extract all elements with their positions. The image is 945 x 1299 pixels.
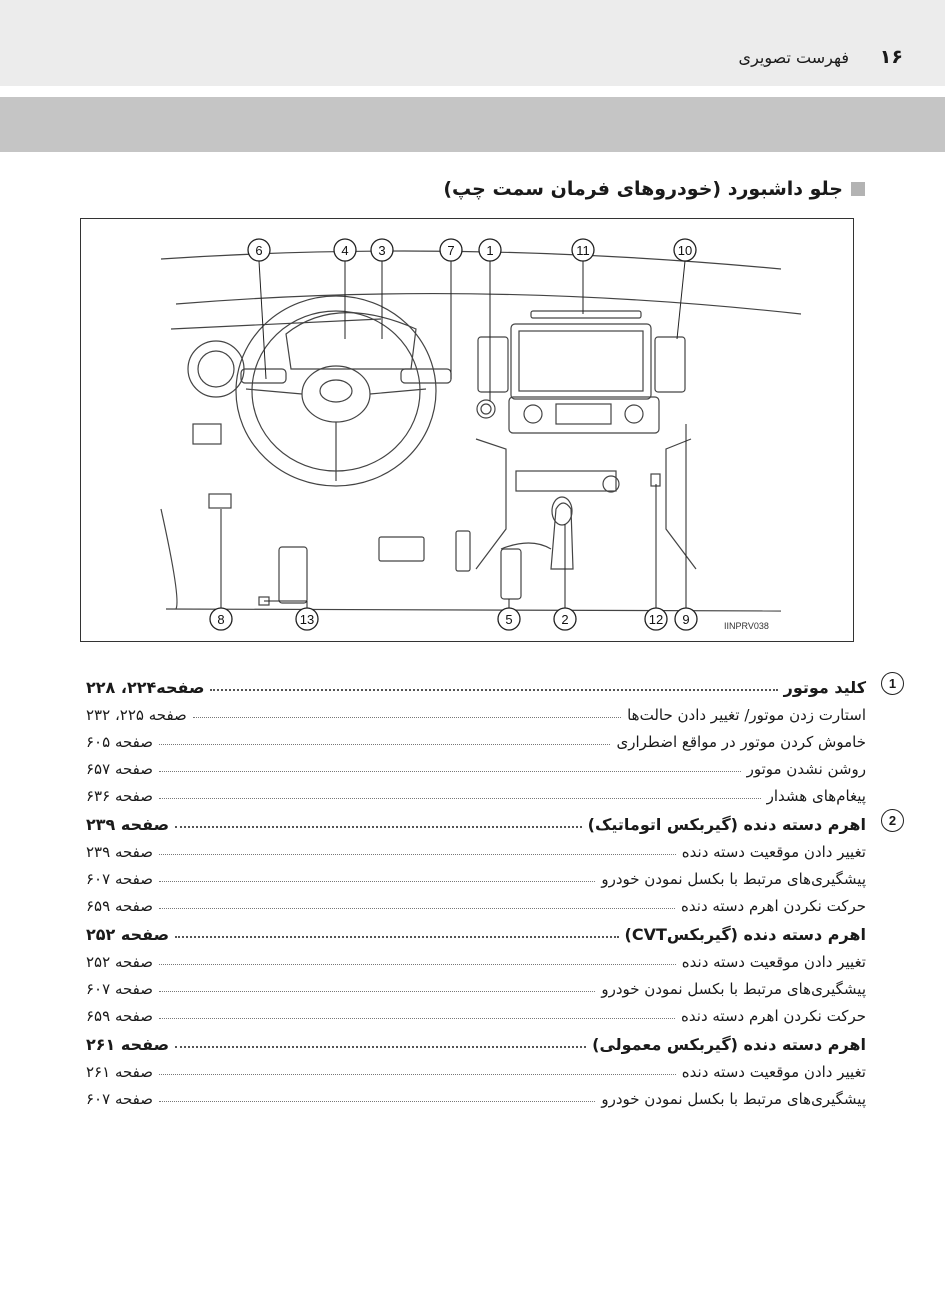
svg-text:11: 11 xyxy=(576,243,590,258)
svg-text:4: 4 xyxy=(341,243,349,258)
toc-subentry xyxy=(86,778,866,805)
toc-subentry xyxy=(86,751,866,778)
page-header xyxy=(0,0,945,86)
dot-leader xyxy=(159,771,741,772)
toc-subentry xyxy=(86,861,866,888)
svg-text:3: 3 xyxy=(378,243,386,258)
dot-leader xyxy=(159,1074,676,1075)
dot-leader xyxy=(175,826,582,828)
section-band xyxy=(0,97,945,152)
dot-leader xyxy=(159,908,675,909)
toc-subentry-page: صفحه ۶۳۶ xyxy=(86,787,153,805)
toc-subentry-page: صفحه ۶۵۷ xyxy=(86,760,153,778)
svg-text:6: 6 xyxy=(255,243,263,258)
section-heading xyxy=(443,178,865,200)
toc-subentry xyxy=(86,1081,866,1108)
toc-subentry-title: تغییر دادن موقعیت دسته دنده xyxy=(681,953,866,971)
toc-subentry xyxy=(86,724,866,751)
toc-subentry-title: پیشگیری‌های مرتبط با بکسل نمودن خودرو xyxy=(601,1090,866,1108)
figure-code: IINPRV038 xyxy=(724,621,769,631)
dashboard-figure xyxy=(80,218,854,642)
toc-subentry-page: صفحه ۲۳۹ xyxy=(86,843,153,861)
dot-leader xyxy=(159,991,595,992)
dot-leader xyxy=(159,1018,675,1019)
item-number-badge: 1 xyxy=(881,672,904,695)
toc-entry-title: اهرم دسته دنده (گیربکس اتوماتیک) xyxy=(587,815,866,834)
toc-subentry xyxy=(86,1054,866,1081)
toc-subentry-title: حرکت نکردن اهرم دسته دنده xyxy=(681,1007,866,1025)
toc-entry xyxy=(86,915,866,944)
toc-entry-title: اهرم دسته دنده (گیربکس معمولی) xyxy=(592,1035,866,1054)
callout-1 xyxy=(479,239,501,261)
callout-6 xyxy=(248,239,270,261)
callout-7 xyxy=(440,239,462,261)
toc-subentry xyxy=(86,697,866,724)
toc-subentry-page: صفحه ۶۰۷ xyxy=(86,980,153,998)
dot-leader xyxy=(159,854,676,855)
toc-subentry xyxy=(86,888,866,915)
toc-entry-page: صفحه۲۲۴، ۲۲۸ xyxy=(86,678,205,697)
dot-leader xyxy=(159,1101,595,1102)
item-number-badge: 2 xyxy=(881,809,904,832)
dot-leader xyxy=(175,936,618,938)
dot-leader xyxy=(159,881,595,882)
callout-10 xyxy=(674,239,696,261)
svg-text:10: 10 xyxy=(677,243,693,258)
toc-subentry-page: صفحه ۶۰۷ xyxy=(86,1090,153,1108)
svg-text:9: 9 xyxy=(682,612,690,627)
dot-leader xyxy=(210,689,777,691)
toc-subentry-title: روشن نشدن موتور xyxy=(746,760,866,778)
chapter-title: فهرست تصویری xyxy=(738,48,849,67)
callout-13 xyxy=(296,608,318,630)
dot-leader xyxy=(159,798,761,799)
toc-subentry xyxy=(86,998,866,1025)
toc-entry-title: کلید موتور xyxy=(783,678,866,697)
toc-entry xyxy=(86,805,897,834)
callout-4 xyxy=(334,239,356,261)
dot-leader xyxy=(159,744,610,745)
toc-entry-title: اهرم دسته دنده (گیربکسCVT) xyxy=(624,925,866,944)
toc-subentry xyxy=(86,834,866,861)
square-bullet-icon xyxy=(851,182,865,196)
toc-entry-page: صفحه ۲۳۹ xyxy=(86,815,170,834)
callout-11 xyxy=(572,239,594,261)
toc-subentry-title: پیغام‌های هشدار xyxy=(766,787,866,805)
svg-text:7: 7 xyxy=(447,243,455,258)
svg-text:13: 13 xyxy=(299,612,315,627)
toc-subentry-page: صفحه ۲۲۵، ۲۳۲ xyxy=(86,706,187,724)
dot-leader xyxy=(193,717,621,718)
reference-list xyxy=(86,668,897,1108)
callout-5 xyxy=(498,608,520,630)
callout-2 xyxy=(554,608,576,630)
dot-leader xyxy=(159,964,676,965)
toc-subentry-title: تغییر دادن موقعیت دسته دنده xyxy=(681,843,866,861)
callout-8 xyxy=(210,608,232,630)
toc-subentry-title: پیشگیری‌های مرتبط با بکسل نمودن خودرو xyxy=(601,870,866,888)
svg-text:5: 5 xyxy=(505,612,513,627)
callout-9 xyxy=(675,608,697,630)
svg-text:12: 12 xyxy=(648,612,664,627)
toc-subentry-page: صفحه ۶۰۷ xyxy=(86,870,153,888)
toc-subentry-page: صفحه ۲۵۲ xyxy=(86,953,153,971)
toc-subentry xyxy=(86,944,866,971)
toc-subentry-title: پیشگیری‌های مرتبط با بکسل نمودن خودرو xyxy=(601,980,866,998)
toc-subentry-title: استارت زدن موتور/ تغییر دادن حالت‌ها xyxy=(627,706,866,724)
dot-leader xyxy=(175,1046,586,1048)
toc-entry xyxy=(86,1025,866,1054)
page-number: ۱۶ xyxy=(879,46,903,68)
svg-text:8: 8 xyxy=(217,612,225,627)
dashboard-illustration xyxy=(81,219,853,641)
section-heading-text: جلو داشبورد (خودروهای فرمان سمت چپ) xyxy=(443,178,843,200)
toc-subentry-page: صفحه ۲۶۱ xyxy=(86,1063,153,1081)
toc-subentry-page: صفحه ۶۵۹ xyxy=(86,897,153,915)
toc-entry-page: صفحه ۲۶۱ xyxy=(86,1035,170,1054)
toc-subentry-title: تغییر دادن موقعیت دسته دنده xyxy=(681,1063,866,1081)
toc-subentry-title: خاموش کردن موتور در مواقع اضطراری xyxy=(616,733,866,751)
callout-3 xyxy=(371,239,393,261)
toc-subentry-page: صفحه ۶۵۹ xyxy=(86,1007,153,1025)
toc-entry xyxy=(86,668,897,697)
svg-text:1: 1 xyxy=(486,243,494,258)
toc-entry-page: صفحه ۲۵۲ xyxy=(86,925,170,944)
callout-12 xyxy=(645,608,667,630)
toc-subentry-page: صفحه ۶۰۵ xyxy=(86,733,153,751)
toc-subentry xyxy=(86,971,866,998)
svg-text:2: 2 xyxy=(561,612,569,627)
toc-subentry-title: حرکت نکردن اهرم دسته دنده xyxy=(681,897,866,915)
